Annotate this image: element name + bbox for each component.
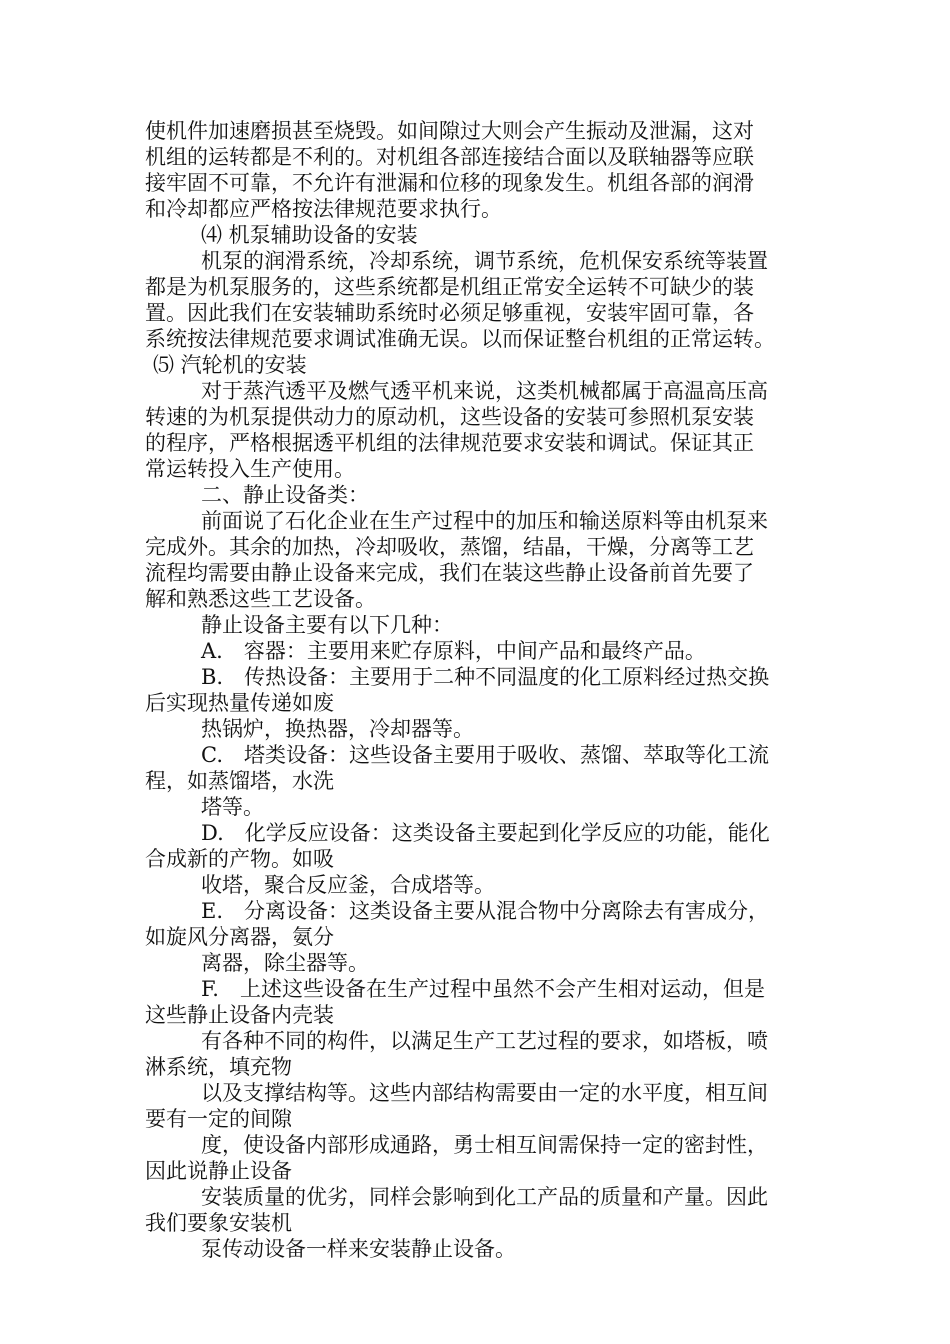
text-line: 淋系统，填充物 [145, 1055, 292, 1079]
text-line: 使机件加速磨损甚至烧毁。如间隙过大则会产生振动及泄漏，这对 [145, 119, 754, 143]
text-line: 的程序，严格根据透平机组的法律规范要求安装和调试。保证其正 [145, 431, 754, 455]
text-line: 对于蒸汽透平及燃气透平机来说，这类机械都属于高温高压高 [201, 379, 768, 403]
text-line: 系统按法律规范要求调试准确无误。以而保证整台机组的正常运转。 [145, 327, 775, 351]
text-line: ⑷ 机泵辅助设备的安装 [201, 223, 418, 247]
document-body [145, 118, 825, 1262]
text-line: 二、静止设备类： [201, 483, 369, 507]
text-line: C. 塔类设备：这些设备主要用于吸收、蒸馏、萃取等化工流 [201, 743, 769, 767]
text-line: 塔等。 [201, 795, 264, 819]
text-line: 以及支撑结构等。这些内部结构需要由一定的水平度，相互间 [201, 1081, 768, 1105]
text-line: 常运转投入生产使用。 [145, 457, 355, 481]
text-line: 静止设备主要有以下几种： [201, 613, 453, 637]
text-line: 转速的为机泵提供动力的原动机，这些设备的安装可参照机泵安装 [145, 405, 754, 429]
text-line: 解和熟悉这些工艺设备。 [145, 587, 376, 611]
text-line: 和冷却都应严格按法律规范要求执行。 [145, 197, 502, 221]
text-line: 这些静止设备内壳装 [145, 1003, 334, 1027]
text-line: F. 上述这些设备在生产过程中虽然不会产生相对运动，但是 [201, 977, 765, 1001]
text-line: 程，如蒸馏塔，水洗 [145, 769, 334, 793]
text-line: 要有一定的间隙 [145, 1107, 292, 1131]
text-line: 机组的运转都是不利的。对机组各部连接结合面以及联轴器等应联 [145, 145, 754, 169]
text-line: 完成外。其余的加热，冷却吸收，蒸馏，结晶，干燥，分离等工艺 [145, 535, 754, 559]
text-line: 前面说了石化企业在生产过程中的加压和输送原料等由机泵来 [201, 509, 768, 533]
text-line: 泵传动设备一样来安装静止设备。 [201, 1237, 516, 1261]
text-line: 我们要象安装机 [145, 1211, 292, 1235]
text-line: B. 传热设备：主要用于二种不同温度的化工原料经过热交换 [201, 665, 770, 689]
text-line: 都是为机泵服务的，这些系统都是机组正常安全运转不可缺少的装 [145, 275, 754, 299]
text-line: E. 分离设备：这类设备主要从混合物中分离除去有害成分， [201, 899, 770, 923]
text-line: D. 化学反应设备：这类设备主要起到化学反应的功能，能化 [201, 821, 770, 845]
text-line: 热锅炉，换热器，冷却器等。 [201, 717, 474, 741]
text-line: 有各种不同的构件，以满足生产工艺过程的要求，如塔板，喷 [201, 1029, 768, 1053]
text-line: 合成新的产物。如吸 [145, 847, 334, 871]
text-line: 因此说静止设备 [145, 1159, 292, 1183]
text-line: 接牢固不可靠，不允许有泄漏和位移的现象发生。机组各部的润滑 [145, 171, 754, 195]
text-line: 离器，除尘器等。 [201, 951, 369, 975]
text-line: ⑸ 汽轮机的安装 [153, 353, 307, 377]
text-line: 收塔，聚合反应釜，合成塔等。 [201, 873, 495, 897]
text-line: 度，使设备内部形成通路，勇士相互间需保持一定的密封性， [201, 1133, 768, 1157]
text-line: 后实现热量传递如废 [145, 691, 334, 715]
text-line: 安装质量的优劣，同样会影响到化工产品的质量和产量。因此 [201, 1185, 768, 1209]
text-line: 如旋风分离器，氨分 [145, 925, 334, 949]
text-line: 流程均需要由静止设备来完成，我们在装这些静止设备前首先要了 [145, 561, 754, 585]
text-line: A. 容器：主要用来贮存原料，中间产品和最终产品。 [201, 639, 706, 663]
text-line: 机泵的润滑系统，冷却系统，调节系统，危机保安系统等装置 [201, 249, 768, 273]
text-line: 置。因此我们在安装辅助系统时必须足够重视，安装牢固可靠，各 [145, 301, 754, 325]
